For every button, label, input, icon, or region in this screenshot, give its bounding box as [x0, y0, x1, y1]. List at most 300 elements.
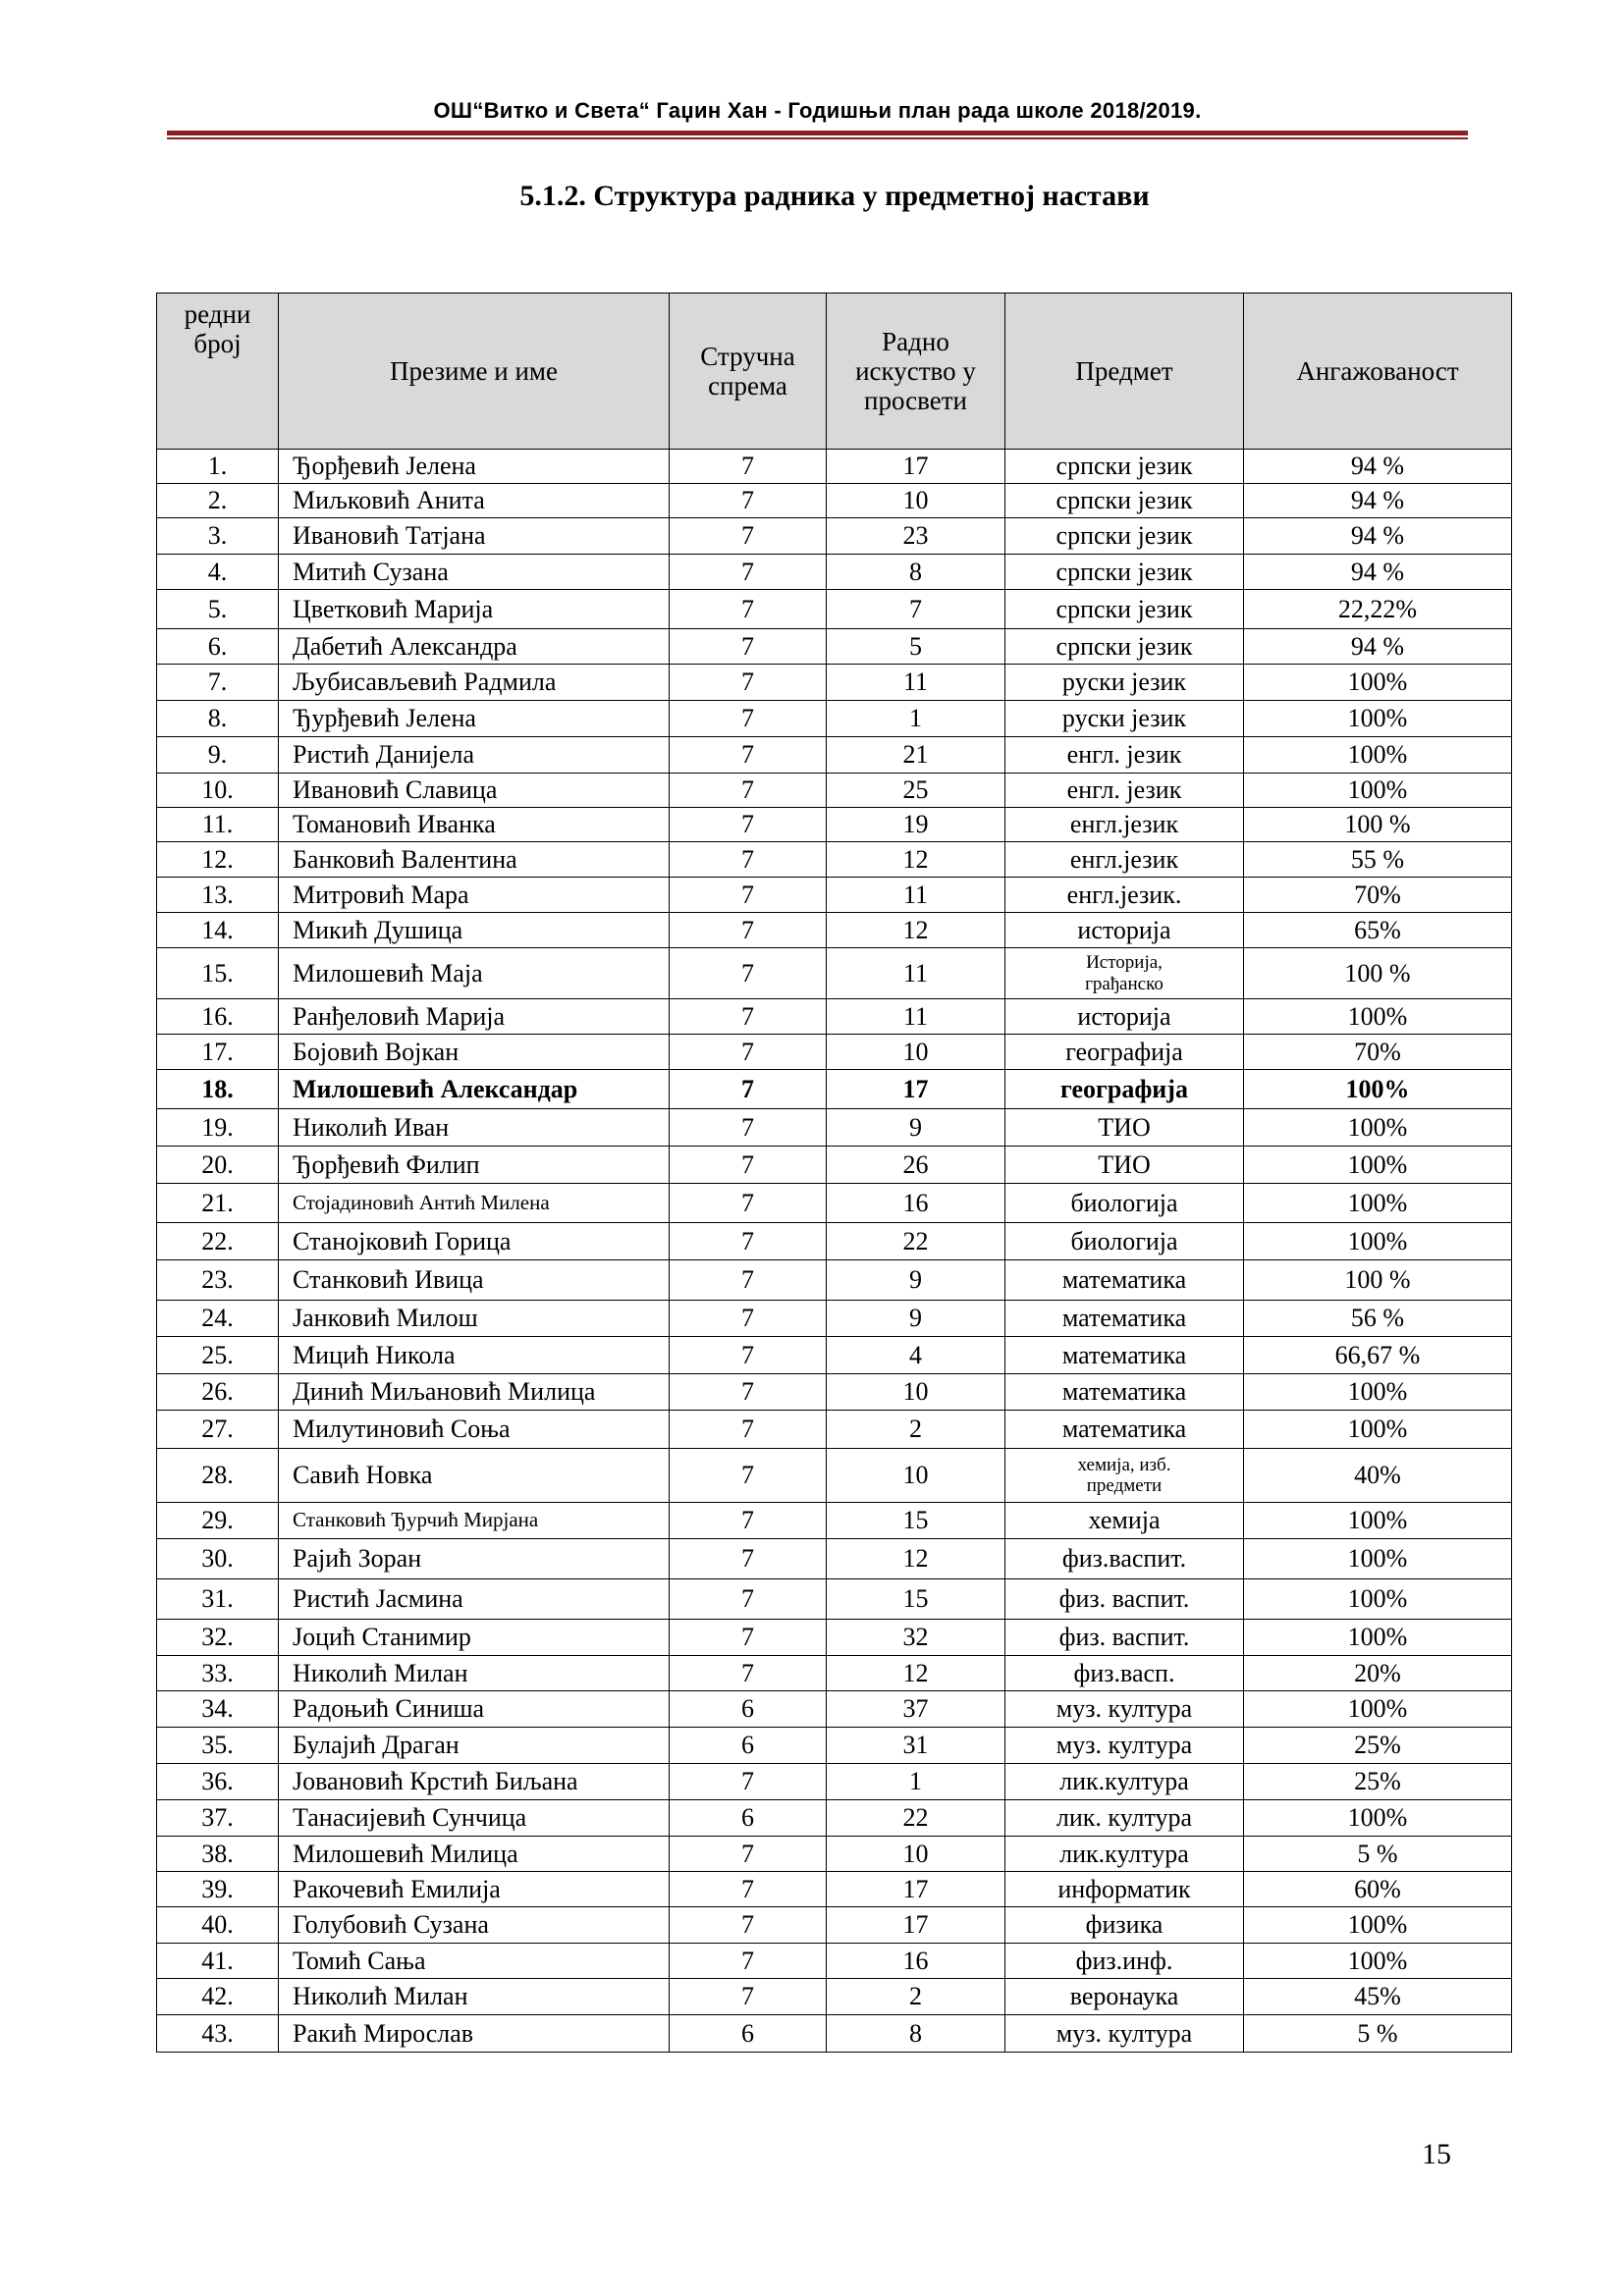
- cell-name: Ранђеловић Марија: [279, 999, 670, 1035]
- cell-engagement: 100 %: [1244, 948, 1512, 999]
- cell-number: 17.: [157, 1035, 279, 1070]
- table-row: [157, 737, 1512, 774]
- table-row: [157, 484, 1512, 518]
- cell-degree: 7: [670, 1539, 827, 1579]
- cell-degree: 7: [670, 1944, 827, 1979]
- cell-experience: 16: [827, 1184, 1005, 1223]
- cell-engagement: 5 %: [1244, 2015, 1512, 2053]
- cell-degree: 7: [670, 1503, 827, 1539]
- cell-number: 6.: [157, 629, 279, 665]
- cell-name: Ракић Мирослав: [279, 2015, 670, 2053]
- cell-experience: 17: [827, 450, 1005, 484]
- cell-name: Николић Милан: [279, 1979, 670, 2015]
- cell-subject: српски језик: [1005, 450, 1244, 484]
- cell-number: 39.: [157, 1872, 279, 1907]
- cell-name: Рајић Зоран: [279, 1539, 670, 1579]
- cell-experience: 22: [827, 1223, 1005, 1260]
- cell-number: 31.: [157, 1579, 279, 1620]
- cell-engagement: 40%: [1244, 1449, 1512, 1503]
- cell-degree: 7: [670, 1147, 827, 1184]
- cell-degree: 7: [670, 1764, 827, 1800]
- cell-name: Цветковић Марија: [279, 590, 670, 629]
- cell-name: Ђорђевић Филип: [279, 1147, 670, 1184]
- cell-engagement: 100%: [1244, 1944, 1512, 1979]
- cell-engagement: 70%: [1244, 1035, 1512, 1070]
- table-body: [157, 450, 1512, 2053]
- cell-engagement: 60%: [1244, 1872, 1512, 1907]
- cell-engagement: 100%: [1244, 1147, 1512, 1184]
- cell-experience: 7: [827, 590, 1005, 629]
- cell-engagement: 56 %: [1244, 1301, 1512, 1337]
- cell-experience: 8: [827, 555, 1005, 590]
- cell-number: 12.: [157, 842, 279, 878]
- cell-experience: 4: [827, 1337, 1005, 1374]
- cell-name: Ивановић Татјана: [279, 518, 670, 555]
- cell-number: 2.: [157, 484, 279, 518]
- cell-experience: 10: [827, 1374, 1005, 1411]
- cell-experience: 11: [827, 999, 1005, 1035]
- cell-subject: историја: [1005, 999, 1244, 1035]
- cell-subject: [1005, 948, 1244, 999]
- cell-degree: 6: [670, 1691, 827, 1728]
- cell-number: 24.: [157, 1301, 279, 1337]
- table-row: [157, 913, 1512, 948]
- cell-degree: 7: [670, 555, 827, 590]
- cell-engagement: 100%: [1244, 701, 1512, 737]
- cell-engagement: 94 %: [1244, 450, 1512, 484]
- header-engagement: Ангажованост: [1244, 294, 1512, 450]
- table-row: [157, 1070, 1512, 1109]
- cell-engagement: 100 %: [1244, 808, 1512, 842]
- cell-engagement: 55 %: [1244, 842, 1512, 878]
- cell-number: 14.: [157, 913, 279, 948]
- table-row: [157, 1907, 1512, 1944]
- cell-subject-line1: Историја,: [1086, 952, 1163, 974]
- cell-number: 28.: [157, 1449, 279, 1503]
- cell-degree: 7: [670, 484, 827, 518]
- cell-number: 35.: [157, 1728, 279, 1764]
- cell-degree: 7: [670, 1979, 827, 2015]
- cell-experience: 12: [827, 1539, 1005, 1579]
- cell-subject: енгл.језик: [1005, 842, 1244, 878]
- cell-name: Митровић Мара: [279, 878, 670, 913]
- header-rule-thick: [167, 131, 1468, 135]
- cell-name: Ђорђевић Јелена: [279, 450, 670, 484]
- cell-engagement: 100%: [1244, 1411, 1512, 1449]
- cell-experience: 19: [827, 808, 1005, 842]
- table-row: [157, 1979, 1512, 2015]
- cell-name: Милутиновић Соња: [279, 1411, 670, 1449]
- cell-engagement: 45%: [1244, 1979, 1512, 2015]
- cell-name: Банковић Валентина: [279, 842, 670, 878]
- cell-degree: 7: [670, 1337, 827, 1374]
- cell-subject: хемија: [1005, 1503, 1244, 1539]
- cell-subject: српски језик: [1005, 590, 1244, 629]
- cell-experience: 10: [827, 1449, 1005, 1503]
- table-row: [157, 1944, 1512, 1979]
- cell-subject: енгл. језик: [1005, 737, 1244, 774]
- cell-number: 33.: [157, 1656, 279, 1691]
- cell-engagement: 100%: [1244, 1184, 1512, 1223]
- table-row: [157, 1301, 1512, 1337]
- cell-degree: 7: [670, 701, 827, 737]
- cell-experience: 12: [827, 842, 1005, 878]
- table-header: [157, 294, 1512, 450]
- table-row: [157, 1411, 1512, 1449]
- cell-engagement: 20%: [1244, 1656, 1512, 1691]
- cell-degree: 7: [670, 629, 827, 665]
- cell-number: 32.: [157, 1620, 279, 1656]
- cell-experience: 32: [827, 1620, 1005, 1656]
- table-row: [157, 948, 1512, 999]
- cell-name: Савић Новка: [279, 1449, 670, 1503]
- cell-experience: 25: [827, 774, 1005, 808]
- cell-number: 23.: [157, 1260, 279, 1301]
- cell-name: Миљковић Анита: [279, 484, 670, 518]
- header-degree: Стручна спрема: [670, 294, 827, 450]
- table-row: [157, 2015, 1512, 2053]
- cell-degree: 7: [670, 774, 827, 808]
- cell-experience: 9: [827, 1260, 1005, 1301]
- cell-number: 26.: [157, 1374, 279, 1411]
- cell-name: Митић Сузана: [279, 555, 670, 590]
- cell-name: Ракочевић Емилија: [279, 1872, 670, 1907]
- cell-number: 30.: [157, 1539, 279, 1579]
- table-row: [157, 1656, 1512, 1691]
- table-row: [157, 1620, 1512, 1656]
- cell-subject: физ. васпит.: [1005, 1579, 1244, 1620]
- cell-degree: 7: [670, 878, 827, 913]
- cell-subject: географија: [1005, 1035, 1244, 1070]
- table-row: [157, 1872, 1512, 1907]
- cell-experience: 17: [827, 1070, 1005, 1109]
- cell-number: 1.: [157, 450, 279, 484]
- table-row: [157, 450, 1512, 484]
- cell-experience: 11: [827, 878, 1005, 913]
- cell-experience: 1: [827, 1764, 1005, 1800]
- cell-name: Милошевић Милица: [279, 1837, 670, 1872]
- cell-number: 41.: [157, 1944, 279, 1979]
- cell-experience: 10: [827, 484, 1005, 518]
- cell-experience: 10: [827, 1035, 1005, 1070]
- cell-engagement: 22,22%: [1244, 590, 1512, 629]
- cell-experience: 8: [827, 2015, 1005, 2053]
- cell-name: Радоњић Синиша: [279, 1691, 670, 1728]
- cell-experience: 21: [827, 737, 1005, 774]
- cell-degree: 7: [670, 1109, 827, 1147]
- page-number: 15: [1422, 2138, 1451, 2170]
- cell-subject: српски језик: [1005, 555, 1244, 590]
- cell-degree: 7: [670, 1035, 827, 1070]
- table-row: [157, 1184, 1512, 1223]
- cell-name: Томић Сања: [279, 1944, 670, 1979]
- cell-subject: муз. култура: [1005, 1728, 1244, 1764]
- cell-subject: физика: [1005, 1907, 1244, 1944]
- cell-number: 38.: [157, 1837, 279, 1872]
- table-row: [157, 665, 1512, 701]
- cell-subject: ТИО: [1005, 1147, 1244, 1184]
- cell-subject: физ. васпит.: [1005, 1620, 1244, 1656]
- cell-name: Булајић Драган: [279, 1728, 670, 1764]
- table-row: [157, 1837, 1512, 1872]
- cell-degree: 7: [670, 913, 827, 948]
- cell-number: 29.: [157, 1503, 279, 1539]
- cell-degree: 7: [670, 450, 827, 484]
- cell-degree: 7: [670, 948, 827, 999]
- cell-number: 7.: [157, 665, 279, 701]
- cell-engagement: 94 %: [1244, 484, 1512, 518]
- cell-degree: 7: [670, 842, 827, 878]
- header-subject: Предмет: [1005, 294, 1244, 450]
- cell-name: Дабетић Александра: [279, 629, 670, 665]
- cell-degree: 6: [670, 1728, 827, 1764]
- header-row: [157, 294, 1512, 450]
- cell-experience: 22: [827, 1800, 1005, 1837]
- cell-degree: 7: [670, 737, 827, 774]
- table-row: [157, 1764, 1512, 1800]
- cell-name: Станковић Ивица: [279, 1260, 670, 1301]
- cell-number: 5.: [157, 590, 279, 629]
- cell-number: 13.: [157, 878, 279, 913]
- cell-name: Ивановић Славица: [279, 774, 670, 808]
- table-row: [157, 1223, 1512, 1260]
- cell-engagement: 100%: [1244, 1539, 1512, 1579]
- cell-engagement: 100%: [1244, 737, 1512, 774]
- cell-subject: математика: [1005, 1260, 1244, 1301]
- cell-name: Томановић Иванка: [279, 808, 670, 842]
- cell-experience: 23: [827, 518, 1005, 555]
- cell-subject: енгл.језик.: [1005, 878, 1244, 913]
- cell-number: 36.: [157, 1764, 279, 1800]
- cell-number: 21.: [157, 1184, 279, 1223]
- table-row: [157, 1337, 1512, 1374]
- cell-subject: лик.култура: [1005, 1837, 1244, 1872]
- cell-name: Мицић Никола: [279, 1337, 670, 1374]
- cell-degree: 7: [670, 1411, 827, 1449]
- cell-degree: 7: [670, 1837, 827, 1872]
- cell-engagement: 94 %: [1244, 518, 1512, 555]
- cell-name: Станковић Ђурчић Мирјана: [279, 1503, 670, 1539]
- table-row: [157, 1728, 1512, 1764]
- header-name: Презиме и име: [279, 294, 670, 450]
- cell-subject: математика: [1005, 1337, 1244, 1374]
- cell-subject: веронаука: [1005, 1979, 1244, 2015]
- table-row: [157, 590, 1512, 629]
- cell-number: 8.: [157, 701, 279, 737]
- cell-engagement: 100%: [1244, 1109, 1512, 1147]
- cell-degree: 6: [670, 2015, 827, 2053]
- table-row: [157, 808, 1512, 842]
- cell-experience: 10: [827, 1837, 1005, 1872]
- table-row: [157, 1374, 1512, 1411]
- cell-number: 25.: [157, 1337, 279, 1374]
- cell-name: Милошевић Маја: [279, 948, 670, 999]
- cell-subject: српски језик: [1005, 518, 1244, 555]
- cell-engagement: 100%: [1244, 1223, 1512, 1260]
- cell-engagement: 100%: [1244, 1503, 1512, 1539]
- cell-subject: математика: [1005, 1411, 1244, 1449]
- cell-experience: 9: [827, 1109, 1005, 1147]
- cell-experience: 12: [827, 1656, 1005, 1691]
- cell-name: Ристић Данијела: [279, 737, 670, 774]
- cell-experience: 2: [827, 1979, 1005, 2015]
- table-row: [157, 1449, 1512, 1503]
- cell-degree: 7: [670, 1184, 827, 1223]
- cell-degree: 7: [670, 1579, 827, 1620]
- cell-subject: руски језик: [1005, 665, 1244, 701]
- cell-subject: лик. култура: [1005, 1800, 1244, 1837]
- cell-number: 9.: [157, 737, 279, 774]
- cell-engagement: 100%: [1244, 665, 1512, 701]
- cell-degree: 7: [670, 808, 827, 842]
- cell-number: 42.: [157, 1979, 279, 2015]
- cell-degree: 7: [670, 1449, 827, 1503]
- section-title: 5.1.2. Структура радника у предметној настави: [519, 180, 1150, 212]
- cell-name: Динић Миљановић Милица: [279, 1374, 670, 1411]
- cell-number: 11.: [157, 808, 279, 842]
- cell-engagement: 66,67 %: [1244, 1337, 1512, 1374]
- cell-experience: 31: [827, 1728, 1005, 1764]
- cell-engagement: 100%: [1244, 1374, 1512, 1411]
- table-row: [157, 842, 1512, 878]
- cell-number: 10.: [157, 774, 279, 808]
- cell-number: 19.: [157, 1109, 279, 1147]
- cell-subject: биологија: [1005, 1223, 1244, 1260]
- cell-engagement: 100%: [1244, 774, 1512, 808]
- table-row: [157, 518, 1512, 555]
- header-experience: Радно искуство у просвети: [827, 294, 1005, 450]
- cell-subject: муз. култура: [1005, 1691, 1244, 1728]
- cell-subject: српски језик: [1005, 629, 1244, 665]
- cell-degree: 7: [670, 518, 827, 555]
- cell-engagement: 100%: [1244, 1620, 1512, 1656]
- cell-number: 3.: [157, 518, 279, 555]
- cell-experience: 37: [827, 1691, 1005, 1728]
- cell-number: 20.: [157, 1147, 279, 1184]
- cell-subject: физ.васп.: [1005, 1656, 1244, 1691]
- cell-experience: 15: [827, 1503, 1005, 1539]
- table-row: [157, 1147, 1512, 1184]
- cell-degree: 7: [670, 590, 827, 629]
- cell-subject-line1: хемија, изб.: [1077, 1454, 1171, 1475]
- cell-name: Љубисављевић Радмила: [279, 665, 670, 701]
- cell-experience: 17: [827, 1907, 1005, 1944]
- cell-engagement: 100%: [1244, 1691, 1512, 1728]
- cell-experience: 1: [827, 701, 1005, 737]
- cell-engagement: 70%: [1244, 878, 1512, 913]
- cell-experience: 15: [827, 1579, 1005, 1620]
- cell-number: 15.: [157, 948, 279, 999]
- cell-name: Николић Милан: [279, 1656, 670, 1691]
- cell-subject: енгл. језик: [1005, 774, 1244, 808]
- cell-number: 27.: [157, 1411, 279, 1449]
- cell-degree: 6: [670, 1800, 827, 1837]
- cell-engagement: 25%: [1244, 1728, 1512, 1764]
- cell-degree: 7: [670, 665, 827, 701]
- cell-engagement: 94 %: [1244, 555, 1512, 590]
- cell-subject: физ.инф.: [1005, 1944, 1244, 1979]
- cell-degree: 7: [670, 1907, 827, 1944]
- cell-subject-line2: предмети: [1086, 1475, 1163, 1496]
- cell-subject: географија: [1005, 1070, 1244, 1109]
- cell-number: 18.: [157, 1070, 279, 1109]
- cell-name: Бојовић Војкан: [279, 1035, 670, 1070]
- cell-engagement: 100%: [1244, 1800, 1512, 1837]
- header-rule-thin: [167, 137, 1468, 139]
- cell-subject: [1005, 1449, 1244, 1503]
- cell-degree: 7: [670, 1301, 827, 1337]
- cell-engagement: 94 %: [1244, 629, 1512, 665]
- table-row: [157, 1109, 1512, 1147]
- cell-experience: 9: [827, 1301, 1005, 1337]
- table-row: [157, 555, 1512, 590]
- cell-engagement: 65%: [1244, 913, 1512, 948]
- cell-name: Јовановић Крстић Биљана: [279, 1764, 670, 1800]
- cell-name: Станојковић Горица: [279, 1223, 670, 1260]
- cell-experience: 11: [827, 665, 1005, 701]
- cell-degree: 7: [670, 1223, 827, 1260]
- cell-subject: енгл.језик: [1005, 808, 1244, 842]
- cell-experience: 26: [827, 1147, 1005, 1184]
- cell-experience: 17: [827, 1872, 1005, 1907]
- cell-number: 37.: [157, 1800, 279, 1837]
- cell-subject: физ.васпит.: [1005, 1539, 1244, 1579]
- table-row: [157, 999, 1512, 1035]
- cell-experience: 11: [827, 948, 1005, 999]
- cell-subject: математика: [1005, 1301, 1244, 1337]
- cell-experience: 5: [827, 629, 1005, 665]
- table-row: [157, 1800, 1512, 1837]
- staff-table: [156, 293, 1512, 2053]
- cell-engagement: 100%: [1244, 1579, 1512, 1620]
- table-row: [157, 1503, 1512, 1539]
- cell-name: Николић Иван: [279, 1109, 670, 1147]
- cell-engagement: 5 %: [1244, 1837, 1512, 1872]
- cell-degree: 7: [670, 1260, 827, 1301]
- cell-experience: 2: [827, 1411, 1005, 1449]
- cell-name: Јоцић Станимир: [279, 1620, 670, 1656]
- cell-name: Ђурђевић Јелена: [279, 701, 670, 737]
- cell-name: Јанковић Милош: [279, 1301, 670, 1337]
- cell-subject: руски језик: [1005, 701, 1244, 737]
- table-row: [157, 701, 1512, 737]
- cell-number: 34.: [157, 1691, 279, 1728]
- cell-engagement: 100%: [1244, 999, 1512, 1035]
- cell-name: Микић Душица: [279, 913, 670, 948]
- cell-name: Голубовић Сузана: [279, 1907, 670, 1944]
- cell-name: Милошевић Александар: [279, 1070, 670, 1109]
- cell-degree: 7: [670, 1872, 827, 1907]
- table-row: [157, 1579, 1512, 1620]
- cell-subject: српски језик: [1005, 484, 1244, 518]
- cell-number: 22.: [157, 1223, 279, 1260]
- table-row: [157, 1035, 1512, 1070]
- cell-subject-line2: грађанско: [1085, 973, 1164, 994]
- header-no: редни број: [157, 294, 279, 450]
- cell-number: 40.: [157, 1907, 279, 1944]
- cell-subject: историја: [1005, 913, 1244, 948]
- cell-number: 4.: [157, 555, 279, 590]
- cell-name: Ристић Јасмина: [279, 1579, 670, 1620]
- table-row: [157, 629, 1512, 665]
- cell-degree: 7: [670, 1620, 827, 1656]
- cell-subject: муз. култура: [1005, 2015, 1244, 2053]
- cell-engagement: 25%: [1244, 1764, 1512, 1800]
- table-row: [157, 1260, 1512, 1301]
- cell-experience: 16: [827, 1944, 1005, 1979]
- document-header: ОШ“Витко и Света“ Гаџин Хан - Годишњи план рада школе 2018/2019.: [433, 98, 1202, 123]
- cell-engagement: 100%: [1244, 1907, 1512, 1944]
